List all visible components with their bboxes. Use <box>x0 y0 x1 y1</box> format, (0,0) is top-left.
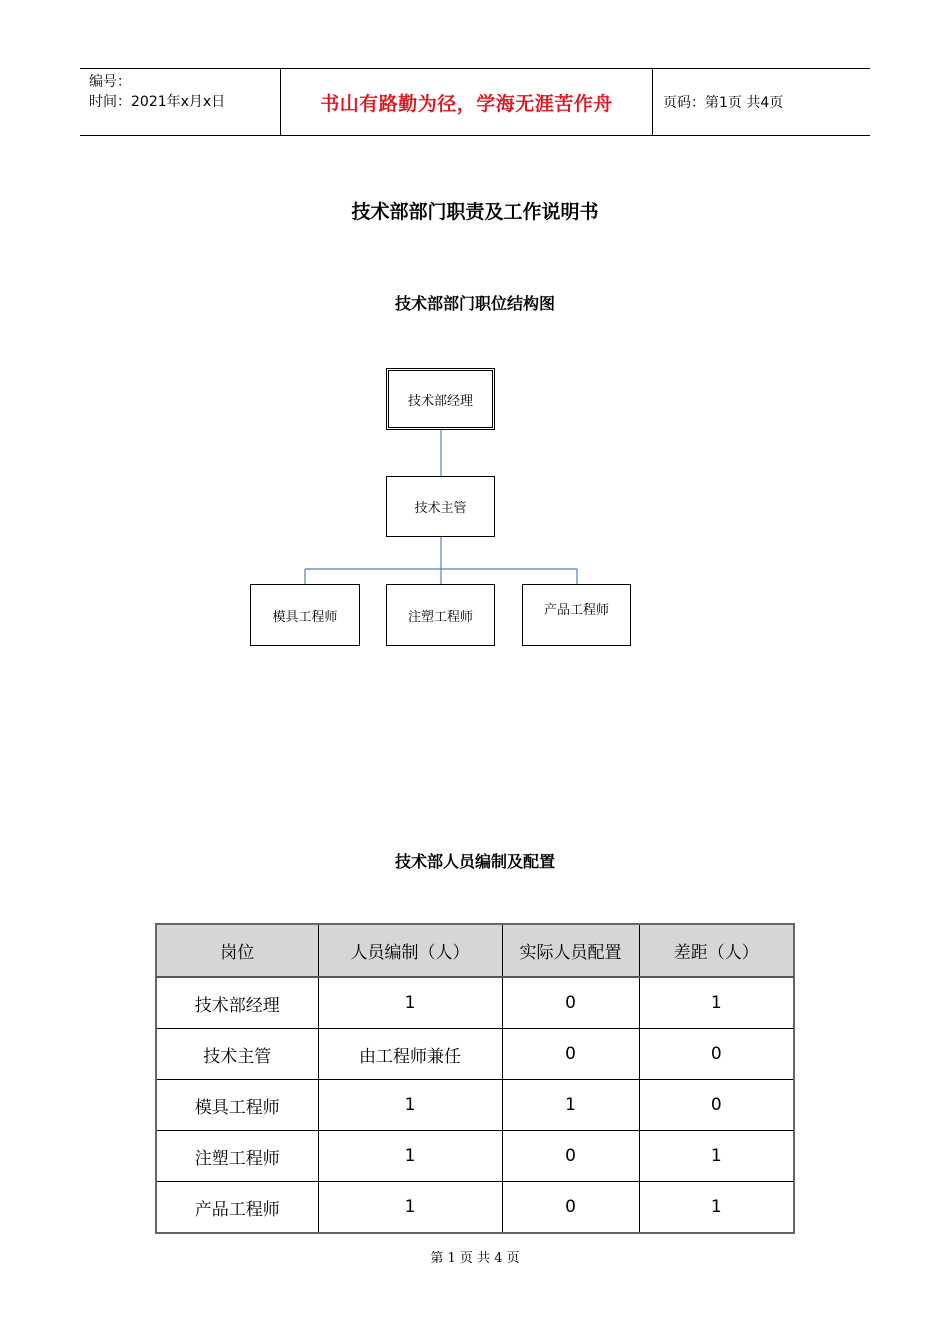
cell-actual: 0 <box>502 977 639 1029</box>
table-row <box>156 977 794 1029</box>
table-header-row <box>156 924 794 977</box>
org-node-product-engineer: 产品工程师 <box>522 584 631 646</box>
document-title: 技术部部门职责及工作说明书 <box>351 201 599 223</box>
cell-actual: 0 <box>502 1182 639 1234</box>
table-row <box>156 1182 794 1234</box>
document-number-label: 编号： <box>89 74 131 90</box>
org-chart-title: 技术部部门职位结构图 <box>394 294 555 313</box>
cell-quota: 1 <box>318 977 502 1029</box>
cell-quota: 1 <box>318 1131 502 1182</box>
cell-gap: 1 <box>639 977 794 1029</box>
cell-quota: 由工程师兼任 <box>318 1029 502 1080</box>
staffing-table <box>155 923 795 1234</box>
cell-quota: 1 <box>318 1182 502 1234</box>
cell-position: 技术部经理 <box>156 977 318 1029</box>
column-header-quota: 人员编制（人） <box>318 924 502 977</box>
cell-quota: 1 <box>318 1080 502 1131</box>
cell-actual: 0 <box>502 1029 639 1080</box>
staffing-title: 技术部人员编制及配置 <box>394 852 555 871</box>
table-row <box>156 1131 794 1182</box>
cell-gap: 1 <box>639 1131 794 1182</box>
cell-gap: 0 <box>639 1029 794 1080</box>
column-header-actual: 实际人员配置 <box>502 924 639 977</box>
document-time-label: 时间：2021年x月x日 <box>89 94 226 110</box>
cell-gap: 1 <box>639 1182 794 1234</box>
header-motto: 书山有路勤为径，学海无涯苦作舟 <box>320 92 613 115</box>
cell-gap: 0 <box>639 1080 794 1131</box>
table-row <box>156 1080 794 1131</box>
cell-position: 模具工程师 <box>156 1080 318 1131</box>
header-page-info: 页码：第1页 共4页 <box>663 95 784 111</box>
cell-actual: 0 <box>502 1131 639 1182</box>
org-node-manager: 技术部经理 <box>386 368 495 430</box>
org-node-mold-engineer: 模具工程师 <box>250 584 360 646</box>
column-header-position: 岗位 <box>156 924 318 977</box>
cell-position: 产品工程师 <box>156 1182 318 1234</box>
cell-position: 技术主管 <box>156 1029 318 1080</box>
org-node-injection-engineer: 注塑工程师 <box>386 584 495 646</box>
page-footer: 第 1 页 共 4 页 <box>430 1251 520 1266</box>
column-header-gap: 差距（人） <box>639 924 794 977</box>
cell-actual: 1 <box>502 1080 639 1131</box>
org-node-supervisor: 技术主管 <box>386 476 495 537</box>
table-row <box>156 1029 794 1080</box>
cell-position: 注塑工程师 <box>156 1131 318 1182</box>
